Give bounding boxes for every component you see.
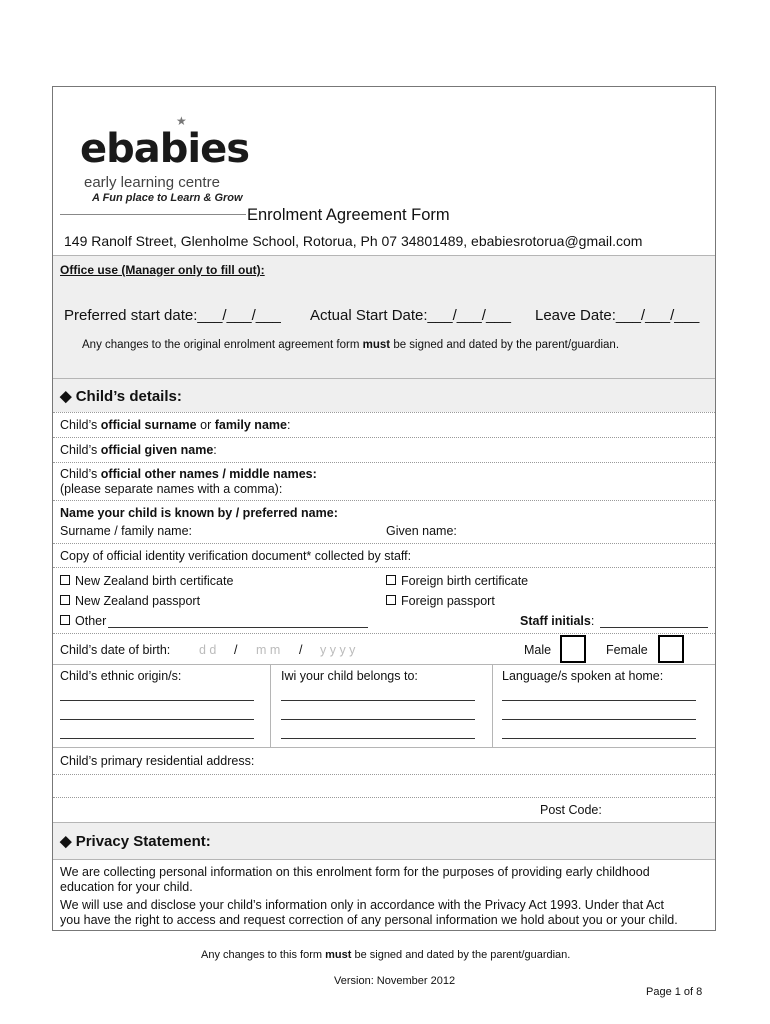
checkbox-icon[interactable] [60,615,70,625]
footer-note-bold: must [325,949,352,961]
checkbox-icon[interactable] [386,595,396,605]
ethnic-field[interactable] [60,738,254,739]
privacy-paragraph-1-cont: education for your child. [60,880,193,894]
divider [53,664,715,665]
leave-date[interactable]: Leave Date:___/___/___ [535,307,700,324]
id-document-label: Copy of official identity verification document* collected by staff: [60,549,412,563]
dob-separator: / [234,643,238,657]
post-code-label: Post Code: [540,803,602,817]
given-b: official given name [100,443,214,457]
column-divider [270,665,271,747]
office-note-post: be signed and dated by the parent/guardian. [390,339,620,351]
ethnic-origin-label: Child’s ethnic origin/s: [60,669,182,683]
surname-pre: Child’s [60,418,101,432]
divider [53,567,715,568]
other-names-sub: (please separate names with a comma): [60,482,283,496]
foreign-passport-label: Foreign passport [401,594,495,608]
surname-post: : [286,418,291,432]
other-label: Other [75,614,107,628]
office-note-pre: Any changes to the original enrolment agreement form [82,339,363,351]
logo-star-icon: ★ [176,114,187,128]
iwi-label: Iwi your child belongs to: [281,669,418,683]
divider [53,500,715,501]
child-section-title: ◆ Child’s details: [60,388,182,405]
female-label: Female [606,643,648,657]
divider [53,797,715,798]
column-divider [492,665,493,747]
foreign-birth-option[interactable] [386,574,528,588]
surname-mid: or [196,418,215,432]
divider [53,633,715,634]
privacy-title: ◆ Privacy Statement: [60,833,211,850]
ethnic-field[interactable] [60,700,254,701]
known-surname-label: Surname / family name: [60,524,192,538]
iwi-field[interactable] [281,719,475,720]
given-name-label [60,443,217,457]
given-post: : [213,443,217,457]
page-number: Page 1 of 8 [646,986,703,998]
nz-birth-label: New Zealand birth certificate [75,574,234,588]
language-field[interactable] [502,719,696,720]
privacy-paragraph-1: We are collecting personal information on this enrolment form for the purposes of providing early childhood [60,865,650,879]
male-checkbox[interactable] [560,635,586,663]
known-by-heading: Name your child is known by / preferred name: [60,506,338,520]
divider [53,774,715,775]
ethnic-field[interactable] [60,719,254,720]
nz-passport-label: New Zealand passport [75,594,201,608]
privacy-paragraph-2-cont: you have the right to access and request correction of any personal information we hold about you or your child. [60,913,678,927]
dob-day[interactable]: d d [199,643,217,657]
footer-note [201,949,570,961]
other-option[interactable] [60,614,106,628]
divider [53,412,715,413]
other-names-label [60,467,317,481]
divider [53,859,715,860]
staff-initials-colon: : [590,614,595,628]
office-note-bold: must [362,339,391,351]
given-pre: Child’s [60,443,101,457]
other-b: official other names / middle names: [100,467,317,481]
surname-b2: family name [214,418,287,432]
page-title: Enrolment Agreement Form [247,206,450,224]
logo-tagline: A Fun place to Learn & Grow [92,192,243,204]
divider [53,462,715,463]
language-label: Language/s spoken at home: [502,669,664,683]
version-text: Version: November 2012 [334,975,456,987]
other-field[interactable] [108,627,368,628]
divider [53,543,715,544]
logo-word: ebabies [80,126,250,172]
address-label: Child’s primary residential address: [60,754,255,768]
other-pre: Child’s [60,467,101,481]
iwi-field[interactable] [281,738,475,739]
logo-subtitle: early learning centre [84,174,220,191]
female-checkbox[interactable] [658,635,684,663]
nz-birth-option[interactable] [60,574,233,588]
staff-initials-field[interactable] [600,627,708,628]
divider [53,437,715,438]
logo [58,100,250,218]
foreign-birth-label: Foreign birth certificate [401,574,529,588]
footer-note-post: be signed and dated by the parent/guardian. [351,949,571,961]
dob-month[interactable]: m m [256,643,281,657]
nz-passport-option[interactable] [60,594,200,608]
male-label: Male [524,643,552,657]
staff-initials-b: Staff initials [520,614,591,628]
iwi-field[interactable] [281,700,475,701]
logo-underline [60,214,246,215]
actual-start-date[interactable]: Actual Start Date:___/___/___ [310,307,511,324]
preferred-start-date[interactable]: Preferred start date:___/___/___ [64,307,281,324]
language-field[interactable] [502,700,696,701]
staff-initials-label [520,614,594,628]
divider [53,747,715,748]
checkbox-icon[interactable] [386,575,396,585]
header-address: 149 Ranolf Street, Glenholme School, Rotorua, Ph 07 34801489, ebabiesrotorua@gmail.com [64,233,643,249]
dob-label: Child’s date of birth: [60,643,171,657]
dob-separator: / [299,643,303,657]
office-note [82,339,619,351]
privacy-paragraph-2: We will use and disclose your child’s information only in accordance with the Privacy Act 1993. Under that Act [60,898,665,912]
office-heading: Office use (Manager only to fill out): [60,263,265,277]
checkbox-icon[interactable] [60,575,70,585]
dob-year[interactable]: y y y y [320,643,356,657]
language-field[interactable] [502,738,696,739]
foreign-passport-option[interactable] [386,594,495,608]
checkbox-icon[interactable] [60,595,70,605]
known-given-label: Given name: [386,524,457,538]
footer-note-pre: Any changes to this form [201,949,326,961]
surname-b1: official surname [100,418,197,432]
surname-label [60,418,290,432]
